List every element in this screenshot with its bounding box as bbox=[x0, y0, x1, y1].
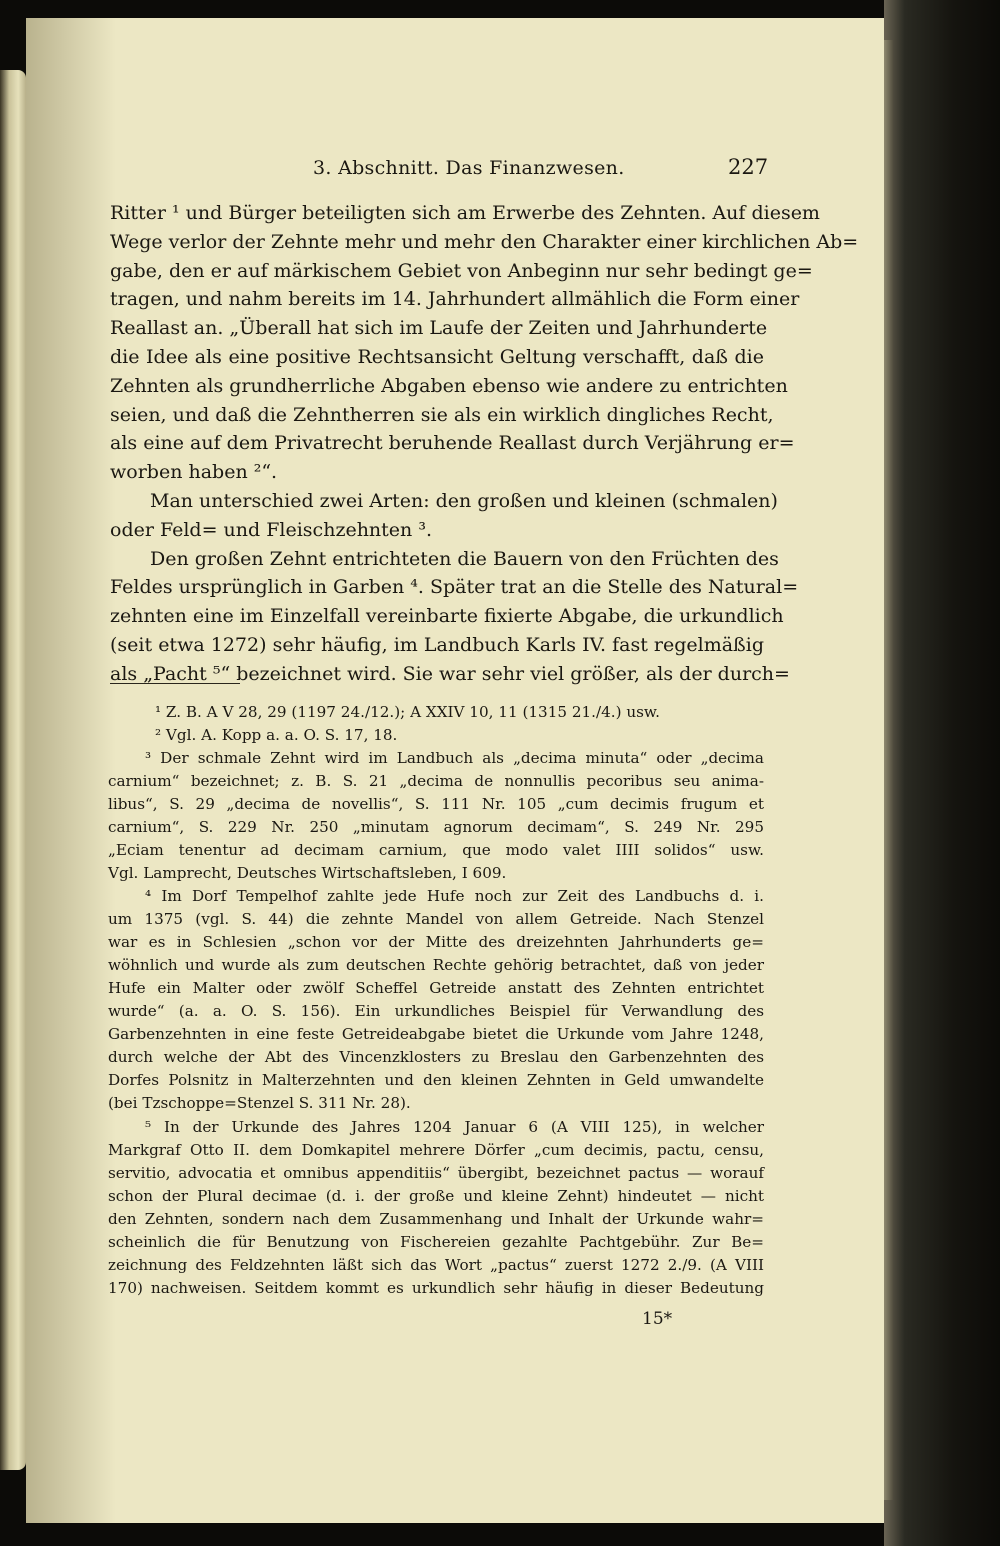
footnote-line: ⁵ In der Urkunde des Jahres 1204 Januar 6 (A VIII 125), in welcher bbox=[145, 1118, 764, 1136]
footnote-line: ² Vgl. A. Kopp a. a. O. S. 17, 18. bbox=[155, 726, 398, 744]
body-line: als „Pacht ⁵“ bezeichnet wird. Sie war sehr viel größer, als der durch= bbox=[110, 662, 790, 685]
footnote-line: Vgl. Lamprecht, Deutsches Wirtschaftsleben, I 609. bbox=[108, 864, 507, 882]
body-line: als eine auf dem Privatrecht beruhende Reallast durch Verjährung er= bbox=[110, 432, 795, 455]
footnote-line: durch welche der Abt des Vincenzklosters zu Breslau den Garbenzehnten des bbox=[108, 1048, 764, 1066]
body-line: Feldes ursprünglich in Garben ⁴. Später trat an die Stelle des Natural= bbox=[110, 576, 799, 599]
body-line: Reallast an. „Überall hat sich im Laufe der Zeiten und Jahrhunderte bbox=[110, 317, 768, 340]
body-line: Ritter ¹ und Bürger beteiligten sich am Erwerbe des Zehnten. Auf diesem bbox=[110, 202, 820, 224]
body-line: oder Feld= und Fleischzehnten ³. bbox=[110, 518, 432, 541]
footnote-line: ⁴ Im Dorf Tempelhof zahlte jede Hufe noch zur Zeit des Landbuchs d. i. bbox=[145, 887, 764, 905]
body-line: Zehnten als grundherrliche Abgaben ebenso wie andere zu entrichten bbox=[110, 374, 788, 397]
page-number: 227 bbox=[728, 155, 769, 179]
body-line: seien, und daß die Zehntherren sie als ein wirklich dingliches Recht, bbox=[110, 403, 774, 426]
footnote-line: den Zehnten, sondern nach dem Zusammenhang und Inhalt der Urkunde wahr= bbox=[108, 1210, 764, 1228]
body-line: Den großen Zehnt entrichteten die Bauern von den Früchten des bbox=[150, 547, 779, 570]
page-block-edge bbox=[884, 40, 894, 1500]
footnote-line: Markgraf Otto II. dem Domkapitel mehrere Dörfer „cum decimis, pactu, censu, bbox=[108, 1141, 764, 1159]
body-line: die Idee als eine positive Rechtsansicht Geltung verschafft, daß die bbox=[110, 346, 764, 368]
body-line: (seit etwa 1272) sehr häufig, im Landbuch Karls IV. fast regelmäßig bbox=[110, 634, 764, 656]
footnote-line: ¹ Z. B. A V 28, 29 (1197 24./12.); A XXIV 10, 11 (1315 21./4.) usw. bbox=[155, 703, 660, 721]
footnote-line: carnium“ bezeichnet; z. B. S. 21 „decima de nonnullis pecoribus seu anima- bbox=[108, 772, 764, 790]
footnote-line: Dorfes Polsnitz in Malterzehnten und den kleinen Zehnten in Geld umwandelte bbox=[108, 1071, 764, 1089]
footnote-line: libus“, S. 29 „decima de novellis“, S. 111 Nr. 105 „cum decimis frugum et bbox=[108, 795, 764, 813]
running-head: 3. Abschnitt. Das Finanzwesen. bbox=[313, 157, 625, 179]
footnote-line: war es in Schlesien „schon vor der Mitte des dreizehnten Jahrhunderts ge= bbox=[108, 933, 764, 951]
body-line: tragen, und nahm bereits im 14. Jahrhundert allmählich die Form einer bbox=[110, 288, 800, 311]
footnote-line: zeichnung des Feldzehnten läßt sich das Wort „pactus“ zuerst 1272 2./9. (A VIII bbox=[108, 1256, 764, 1274]
body-line: zehnten eine im Einzelfall vereinbarte fixierte Abgabe, die urkundlich bbox=[110, 605, 784, 628]
footnote-line: scheinlich die für Benutzung von Fischereien gezahlte Pachtgebühr. Zur Be= bbox=[108, 1233, 764, 1251]
footnote-line: wöhnlich und wurde als zum deutschen Rechte gehörig betrachtet, daß von jeder bbox=[108, 956, 764, 974]
sheet-signature: 15* bbox=[642, 1309, 673, 1329]
book-cover-edge bbox=[884, 0, 1000, 1546]
footnote-line: 170) nachweisen. Seitdem kommt es urkundlich sehr häufig in dieser Bedeutung bbox=[108, 1279, 764, 1297]
body-line: Man unterschied zwei Arten: den großen und kleinen (schmalen) bbox=[150, 490, 778, 512]
footnote-line: (bei Tzschoppe=Stenzel S. 311 Nr. 28). bbox=[108, 1094, 411, 1112]
body-line: worben haben ²“. bbox=[110, 461, 278, 484]
footnote-line: Hufe ein Malter oder zwölf Scheffel Getreide anstatt des Zehnten entrichtet bbox=[108, 979, 764, 997]
footnote-line: carnium“, S. 229 Nr. 250 „minutam agnorum decimam“, S. 249 Nr. 295 bbox=[108, 818, 764, 836]
footnote-line: schon der Plural decimae (d. i. der große und kleine Zehnt) hindeutet — nicht bbox=[108, 1187, 764, 1205]
footnote-line: Garbenzehnten in eine feste Getreideabgabe bietet die Urkunde vom Jahre 1248, bbox=[108, 1025, 764, 1043]
footnote-line: um 1375 (vgl. S. 44) die zehnte Mandel von allem Getreide. Nach Stenzel bbox=[108, 910, 764, 928]
body-line: Wege verlor der Zehnte mehr und mehr den Charakter einer kirchlichen Ab= bbox=[110, 230, 859, 253]
previous-page-edge bbox=[0, 70, 26, 1470]
footnote-line: ³ Der schmale Zehnt wird im Landbuch als „decima minuta“ oder „decima bbox=[145, 749, 764, 767]
footnote-line: wurde“ (a. a. O. S. 156). Ein urkundliches Beispiel für Verwandlung des bbox=[108, 1002, 764, 1020]
body-line: gabe, den er auf märkischem Gebiet von Anbeginn nur sehr bedingt ge= bbox=[110, 259, 813, 282]
footnote-line: servitio, advocatia et omnibus appenditiis“ übergibt, bezeichnet pactus — worauf bbox=[108, 1164, 764, 1182]
footnote-line: „Eciam tenentur ad decimam carnium, que modo valet IIII solidos“ usw. bbox=[108, 841, 764, 859]
